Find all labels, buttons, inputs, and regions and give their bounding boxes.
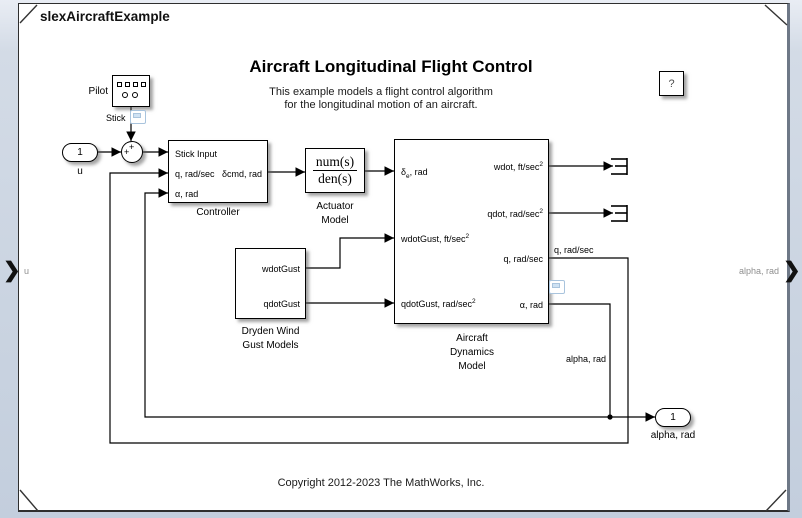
dryden-out-wdotgust: wdotGust: [261, 264, 300, 274]
alpha-signal-label[interactable]: alpha, rad: [566, 354, 607, 364]
aircraft-label-line2: Dynamics: [450, 347, 494, 358]
pilot-icon: [125, 82, 130, 87]
pilot-icon: [132, 92, 138, 98]
pilot-icon: [122, 92, 128, 98]
dryden-wind-gust-block[interactable]: [235, 248, 306, 319]
sum-sign-top: +: [129, 142, 135, 152]
stick-signal-label: Stick: [106, 113, 126, 123]
aircraft-out-qdot: qdot, rad/$\sec^2$: [487, 208, 543, 219]
controller-block[interactable]: [168, 140, 268, 203]
aircraft-out-alpha: α, rad: [519, 300, 543, 310]
aircraft-out-wdot: wdot, $ft/\sec^2$: [493, 161, 543, 172]
dryden-out-qdotgust: qdotGust: [263, 299, 300, 309]
model-title: slexAircraftExample: [40, 9, 170, 24]
transfer-fcn-numerator: num(s): [313, 154, 357, 171]
aircraft-out-q: q, rad/sec: [503, 254, 543, 264]
pilot-block-label: Pilot: [88, 86, 108, 97]
pilot-icon: [141, 82, 146, 87]
inport-label: u: [77, 166, 83, 177]
signal-logging-badge-stick[interactable]: [130, 110, 146, 124]
outport-label: alpha, rad: [650, 430, 696, 441]
aircraft-in-deltae: $\delta_e$, rad: [401, 167, 428, 180]
transfer-fcn-denominator: den(s): [318, 171, 352, 186]
actuator-label-line2: Model: [321, 215, 349, 226]
right-edge-port-label: alpha, rad: [738, 266, 779, 276]
left-edge-port-chevron-icon[interactable]: ❯: [3, 259, 21, 282]
left-edge-port-label: u: [24, 266, 30, 276]
logging-badge-icon: [133, 113, 141, 118]
inport-u-block[interactable]: [62, 143, 98, 162]
actuator-transfer-fcn-block[interactable]: [305, 148, 365, 193]
aircraft-label-line3: Model: [458, 361, 486, 372]
dryden-label-line1: Dryden Wind: [241, 326, 300, 337]
right-edge-port-chevron-icon[interactable]: ❯: [783, 259, 801, 282]
dryden-label-line2: Gust Models: [242, 340, 299, 351]
pilot-icon: [133, 82, 138, 87]
aircraft-in-qdotgust: qdotGust, rad/$\sec^2$: [401, 298, 476, 309]
pilot-signal-editor-block[interactable]: [112, 75, 150, 107]
aircraft-label-line1: Aircraft: [456, 333, 488, 344]
signal-logging-badge-alpha[interactable]: [549, 280, 565, 294]
logging-badge-icon: [552, 283, 560, 288]
controller-in-alpha: α, rad: [175, 189, 199, 199]
controller-out-deltacmd: δcmd, rad: [221, 169, 262, 179]
outport-number: 1: [670, 412, 676, 423]
diagram-title: Aircraft Longitudinal Flight Control: [249, 57, 533, 76]
q-signal-label[interactable]: q, rad/sec: [554, 245, 594, 255]
outport-alpha-block[interactable]: [655, 408, 691, 427]
sum-block[interactable]: [121, 141, 143, 163]
actuator-label-line1: Actuator: [316, 201, 354, 212]
aircraft-in-wdotgust: wdotGust, $ft/\sec^2$: [401, 233, 470, 244]
controller-in-q: q, rad/sec: [175, 169, 215, 179]
question-mark-icon: ?: [668, 77, 675, 90]
diagram-description-line1: This example models a flight control algorithm: [269, 86, 493, 98]
help-block[interactable]: [659, 71, 684, 96]
diagram-description-line2: for the longitudinal motion of an aircraft.: [284, 99, 478, 111]
aircraft-dynamics-block[interactable]: [394, 139, 549, 324]
pilot-icon: [117, 82, 122, 87]
inport-number: 1: [77, 147, 83, 158]
sum-sign-left: +: [124, 147, 130, 157]
copyright-text: Copyright 2012-2023 The MathWorks, Inc.: [277, 477, 485, 489]
controller-in-stick: Stick Input: [175, 149, 218, 159]
controller-block-label: Controller: [196, 207, 240, 218]
